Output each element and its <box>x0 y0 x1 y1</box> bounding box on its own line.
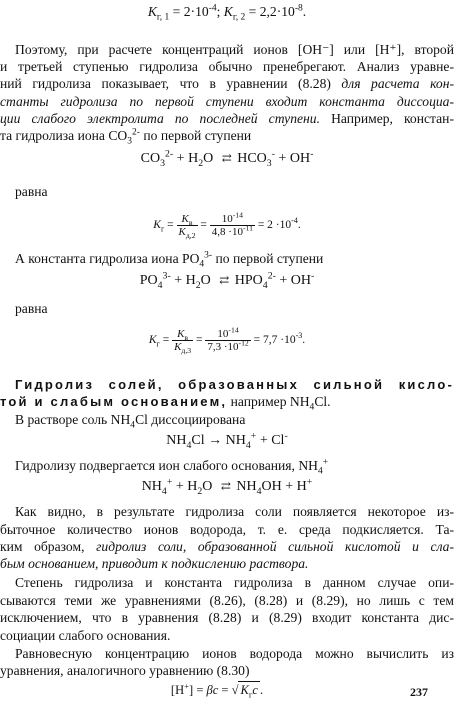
paragraph-line: В растворе соль $NH_4Cl$ диссоциирована <box>15 412 246 431</box>
paragraph-line: исключением, что в уравнения (8.28) и (8.29) входит константа дис- <box>0 610 454 625</box>
paragraph-line: социации слабого основания. <box>0 628 171 643</box>
paragraph-line: сываются теми же уравнениями (8.26), (8.28) и (8.29), но лишь с тем <box>0 593 454 608</box>
label-ravna: равна <box>15 184 48 199</box>
section-heading-line: Гидролиз солей, образованных сильной кисло- <box>15 377 454 392</box>
paragraph-line: Равновесную концентрацию ионов водорода можно вычислить из <box>15 646 454 661</box>
section-heading-line: той и слабым основанием, например $NH_4Cl$. <box>0 394 331 413</box>
paragraph-line: ний гидролиза показывает, что в уравнении (8.28) для расчета кон- <box>0 76 454 91</box>
page-number: 237 <box>410 685 428 699</box>
paragraph-line: Гидролизу подвергается ион слабого основания, $NH_4^+$ <box>15 457 329 477</box>
paragraph-line: быточное количество ионов водорода, т. е. среда подкисляется. Та- <box>0 522 454 537</box>
paragraph-line: станты гидролиза по первой ступени входит константа диссоциа- <box>0 94 454 109</box>
equation-co3-hydrolysis: $CO_3^{2-} + H_2O$ ⇄ $HCO_3^- + OH^-$ <box>140 148 314 169</box>
label-ravna: равна <box>15 301 48 316</box>
paragraph-line: ции слабого электролита по последней ступени. Например, констан- <box>0 111 454 126</box>
paragraph-line: А константа гидролиза иона $PO_4^{3-}$ по первой ступени <box>15 250 324 270</box>
paragraph-line: Поэтому, при расчете концентраций ионов [OH⁻] или [H⁺], второй <box>15 42 454 57</box>
paragraph-line: ким образом, гидролиз соли, образованной сильной кислотой и сла- <box>0 539 454 554</box>
equation-hydrolysis-constants: $K_{г, 1} = 2\cdot 10^{-4}$; $K_{г, 2} = 2,2\cdot 10^{-8}$. <box>147 3 307 23</box>
equation-po4-hydrolysis: $PO_4^{3-} + H_2O$ ⇄ $HPO_4^{2-} + OH^-$ <box>139 270 315 291</box>
paragraph-line: Как видно, в результате гидролиза соли появляется некоторое из- <box>15 504 454 519</box>
paragraph-line: бым основанием, приводит к подкислению раствора. <box>0 556 309 571</box>
equation-nh4-hydrolysis: $NH_4^+ + H_2O$ ⇄ $NH_4OH + H^+$ <box>141 476 313 497</box>
equation-nh4cl-dissociation: $NH_4Cl \to NH_4^+ + Cl^-$ <box>166 430 288 451</box>
paragraph-line: Степень гидролиза и константа гидролиза в данном случае опи- <box>15 575 454 590</box>
paragraph-line: уравнения, аналогичного уравнению (8.30) <box>0 663 250 678</box>
equation-h-concentration: [H+] = βc = √ $K_гc$ . <box>170 680 264 700</box>
equation-kg-po4: $K_г$ = $\frac{K_в}{K_{д,3}}$ = $\frac{10^{-14}}{7,3 \cdot 10^{-12}}$ = $7,7 \cdot 10^{-3}$. <box>148 325 306 356</box>
equation-kg-co3: $K_г$ = $\frac{K_в}{K_{д,2}}$ = $\frac{10^{-14}}{4,8 \cdot 10^{-11}}$ = $2 \cdot 10^{-4}$. <box>153 210 301 241</box>
paragraph-line: та гидролиза иона $CO_3^{2-}$ по первой ступени <box>0 127 252 147</box>
paragraph-line: и третьей ступенью гидролиза обычно пренебрегают. Анализ уравне- <box>0 59 454 74</box>
